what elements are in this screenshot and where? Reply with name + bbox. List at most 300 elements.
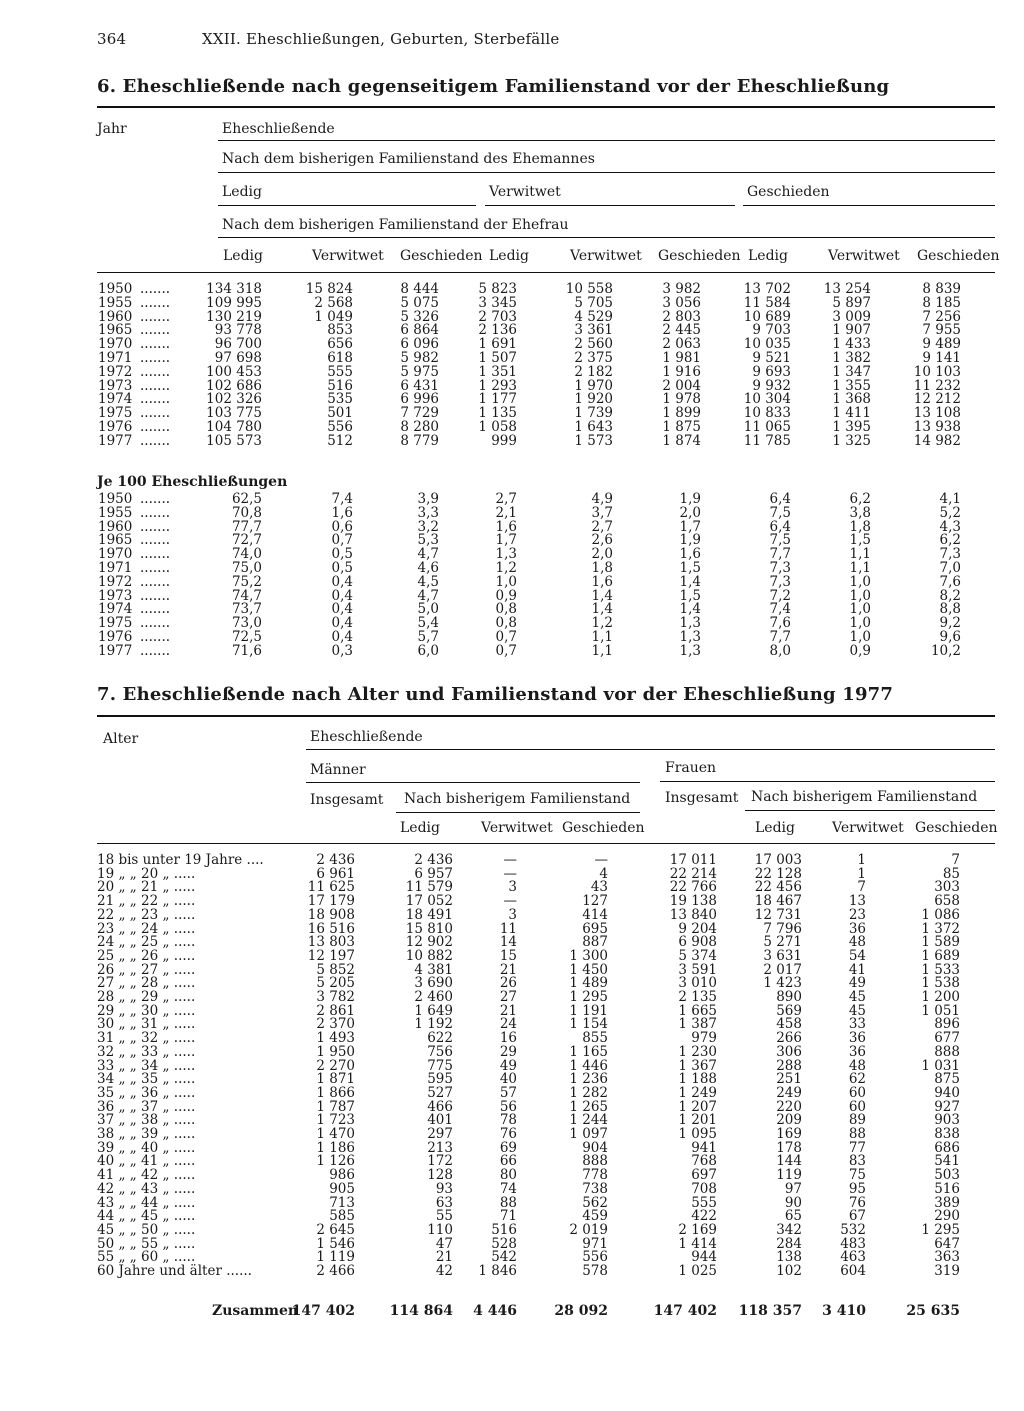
- table6-row-header: Jahr: [97, 121, 127, 137]
- table-cell: 1 866: [316, 1084, 355, 1101]
- table-cell: 1 470: [316, 1126, 355, 1142]
- table-cell: 0,4: [331, 629, 353, 645]
- table-cell: 2 182: [574, 363, 613, 380]
- age-label: 24 „ „ 25 „ .....: [97, 934, 196, 951]
- table-cell: 19 138: [669, 893, 717, 910]
- table-cell: 40: [499, 1071, 517, 1088]
- table-cell: 2 136: [478, 322, 517, 339]
- table-row: [0, 1127, 1024, 1141]
- table-cell: 67: [848, 1208, 866, 1225]
- rule: [218, 237, 995, 238]
- table-cell: 3 690: [414, 975, 453, 992]
- husband-group-geschieden: Geschieden: [747, 184, 830, 200]
- table-cell: 3,7: [591, 504, 613, 521]
- table-cell: 93 778: [214, 322, 262, 339]
- women-total-header: Insgesamt: [665, 790, 739, 806]
- table-row: [0, 351, 1024, 365]
- table-cell: 1 691: [478, 336, 517, 353]
- table-cell: 21: [499, 1002, 517, 1019]
- table-cell: 80: [499, 1167, 517, 1184]
- table-cell: 75: [848, 1167, 866, 1184]
- table-cell: 3: [508, 906, 517, 923]
- age-label: 31 „ „ 32 „ .....: [97, 1030, 196, 1047]
- status-col-header: Ledig: [755, 820, 795, 836]
- leader-dots: .......: [140, 573, 171, 590]
- table-cell: 7,3: [769, 560, 791, 576]
- table-cell: 1 119: [316, 1249, 355, 1266]
- table-cell: 3 345: [478, 294, 517, 311]
- men-status-header: Nach bisherigem Familienstand: [404, 791, 631, 807]
- table-cell: 6 096: [400, 336, 439, 353]
- table-cell: 888: [934, 1043, 960, 1060]
- table-cell: 1 395: [832, 419, 871, 435]
- leader-dots: .......: [140, 308, 171, 325]
- table-cell: 1 367: [678, 1057, 717, 1074]
- table-cell: 512: [327, 432, 353, 449]
- table-cell: 389: [934, 1194, 960, 1211]
- table-cell: 7: [857, 879, 866, 896]
- husband-group-verwitwet: Verwitwet: [489, 184, 561, 200]
- table-cell: 0,8: [495, 601, 517, 618]
- table-cell: 483: [840, 1235, 866, 1252]
- table-cell: 585: [329, 1208, 355, 1225]
- table-cell: 89: [848, 1112, 866, 1129]
- table-cell: 7,4: [769, 601, 791, 618]
- age-label: 36 „ „ 37 „ .....: [97, 1098, 196, 1115]
- table-cell: 7,0: [939, 560, 961, 576]
- table-cell: 48: [848, 1057, 866, 1074]
- table-cell: 2,7: [591, 518, 613, 535]
- table-cell: 5 975: [400, 363, 439, 380]
- table-cell: 54: [848, 947, 866, 964]
- table-cell: 15 810: [405, 920, 453, 937]
- table-row: [0, 492, 1024, 506]
- table-cell: 0,5: [331, 560, 353, 576]
- table-cell: 45: [848, 989, 866, 1005]
- year-label: 1975: [98, 405, 133, 422]
- table-cell: 4 381: [414, 961, 453, 978]
- table-cell: 944: [691, 1249, 717, 1266]
- table-row: [0, 1086, 1024, 1100]
- table-cell: 306: [776, 1043, 802, 1060]
- table-cell: 8,0: [769, 642, 791, 659]
- table-cell: 77: [848, 1139, 866, 1156]
- table-cell: 74,7: [231, 587, 262, 604]
- wife-col-header: Geschieden: [400, 248, 483, 264]
- table-cell: 6 908: [678, 934, 717, 951]
- table-cell: 78: [499, 1112, 517, 1129]
- table-cell: 1,0: [849, 629, 871, 645]
- table-cell: 541: [934, 1153, 960, 1170]
- table-cell: 10 035: [743, 336, 791, 353]
- table-cell: 18 467: [754, 893, 802, 910]
- table-cell: 17 052: [405, 893, 453, 910]
- table-cell: 1 201: [678, 1112, 717, 1129]
- age-label: 55 „ „ 60 „ .....: [97, 1249, 196, 1266]
- table-cell: 36: [848, 1043, 866, 1060]
- table-cell: 2,1: [495, 504, 517, 521]
- table-cell: 11 584: [743, 294, 791, 311]
- rule: [218, 205, 476, 206]
- table-cell: 1,3: [679, 629, 701, 645]
- table-cell: 2,7: [495, 491, 517, 507]
- table-cell: 90: [784, 1194, 802, 1211]
- table-cell: 128: [427, 1167, 453, 1184]
- year-label: 1976: [98, 419, 133, 435]
- table-cell: 5 326: [400, 308, 439, 325]
- table-cell: 1,1: [849, 546, 871, 563]
- table-cell: 16: [499, 1030, 517, 1047]
- table-cell: 10 304: [743, 391, 791, 408]
- table-cell: 7,3: [939, 546, 961, 563]
- table-cell: 2 019: [569, 1221, 608, 1238]
- table-cell: 76: [848, 1194, 866, 1211]
- table-cell: 104 780: [206, 419, 262, 435]
- table-cell: 1 489: [569, 975, 608, 992]
- table-cell: 569: [776, 1002, 802, 1019]
- table-cell: 10 689: [743, 308, 791, 325]
- table-cell: 1,5: [679, 560, 701, 576]
- table-cell: 532: [840, 1221, 866, 1238]
- table-cell: 2 445: [662, 322, 701, 339]
- total-cell: 28 092: [554, 1303, 608, 1319]
- table-cell: 7,5: [769, 532, 791, 549]
- table-cell: 855: [582, 1030, 608, 1047]
- table-cell: 290: [934, 1208, 960, 1225]
- year-label: 1972: [98, 573, 133, 590]
- status-col-header: Verwitwet: [481, 820, 553, 836]
- table-cell: 1 970: [574, 377, 613, 394]
- women-status-header: Nach bisherigem Familienstand: [751, 789, 978, 805]
- total-cell: 3 410: [822, 1303, 866, 1319]
- table-cell: 516: [327, 377, 353, 394]
- table-cell: 853: [327, 322, 353, 339]
- page-header: [97, 30, 559, 48]
- table-cell: 1 573: [574, 432, 613, 449]
- table-cell: 1,0: [495, 573, 517, 590]
- wife-col-header: Verwitwet: [312, 248, 384, 264]
- table-cell: 178: [776, 1139, 802, 1156]
- table-cell: 1 058: [478, 419, 517, 435]
- age-label: 28 „ „ 29 „ .....: [97, 989, 196, 1005]
- table-cell: 1 351: [478, 363, 517, 380]
- table-cell: 1 025: [678, 1263, 717, 1279]
- table-cell: 1,5: [679, 587, 701, 604]
- status-col-header: Geschieden: [915, 820, 998, 836]
- table-cell: 60: [848, 1098, 866, 1115]
- table7-top-rule: [97, 715, 995, 717]
- table-cell: 251: [776, 1071, 802, 1088]
- table-cell: 27: [499, 989, 517, 1005]
- table-cell: 1: [857, 852, 866, 868]
- table-cell: 3 010: [678, 975, 717, 992]
- table-cell: 1 414: [678, 1235, 717, 1252]
- table-cell: 1 031: [921, 1057, 960, 1074]
- table-cell: 422: [691, 1208, 717, 1225]
- table-cell: 2 063: [662, 336, 701, 353]
- table-cell: 13 108: [913, 405, 961, 422]
- table-cell: 1,7: [679, 518, 701, 535]
- table-cell: 1 126: [316, 1153, 355, 1170]
- table-cell: 0,3: [331, 642, 353, 659]
- table-cell: 1,6: [331, 504, 353, 521]
- table-cell: 556: [327, 419, 353, 435]
- table-cell: 63: [435, 1194, 453, 1211]
- table-cell: 896: [934, 1016, 960, 1033]
- table-cell: 5 823: [478, 281, 517, 297]
- age-label: 50 „ „ 55 „ .....: [97, 1235, 196, 1252]
- table-cell: 1 244: [569, 1112, 608, 1129]
- table6-header-husband: Nach dem bisherigen Familienstand des Ehemannes: [222, 151, 595, 167]
- table-cell: 71,6: [231, 642, 262, 659]
- table-row: [0, 644, 1024, 658]
- table-cell: 33: [848, 1016, 866, 1033]
- wife-col-header: Ledig: [489, 248, 529, 264]
- table-cell: 2 560: [574, 336, 613, 353]
- table-cell: 65: [784, 1208, 802, 1225]
- table-cell: 8,2: [939, 587, 961, 604]
- table-cell: 4,7: [417, 587, 439, 604]
- table-cell: 56: [499, 1098, 517, 1115]
- year-label: 1974: [98, 601, 133, 618]
- table-cell: 1 368: [832, 391, 871, 408]
- table6-percent-header: Je 100 Eheschließungen: [97, 474, 288, 490]
- table-cell: 7 796: [763, 920, 802, 937]
- table-cell: 1,6: [495, 518, 517, 535]
- age-label: 44 „ „ 45 „ .....: [97, 1208, 196, 1225]
- table-cell: 2 466: [316, 1263, 355, 1279]
- table-row: [0, 908, 1024, 922]
- table-cell: 9,6: [939, 629, 961, 645]
- age-label: 34 „ „ 35 „ .....: [97, 1071, 196, 1088]
- table-cell: 1,6: [679, 546, 701, 563]
- table-cell: 69: [499, 1139, 517, 1156]
- table-cell: 36: [848, 920, 866, 937]
- table-cell: 999: [491, 432, 517, 449]
- table-cell: 1 293: [478, 377, 517, 394]
- table-cell: 45: [848, 1002, 866, 1019]
- year-label: 1970: [98, 336, 133, 353]
- table-cell: 6,4: [769, 518, 791, 535]
- table-cell: 7 955: [922, 322, 961, 339]
- table-cell: 1,0: [849, 587, 871, 604]
- table-cell: 7 256: [922, 308, 961, 325]
- leader-dots: .......: [140, 587, 171, 604]
- table-row: [0, 630, 1024, 644]
- table-cell: 656: [327, 336, 353, 353]
- table-cell: 1,8: [591, 560, 613, 576]
- table-cell: 75,2: [231, 573, 262, 590]
- leader-dots: .......: [140, 532, 171, 549]
- table-cell: 0,4: [331, 587, 353, 604]
- table-cell: 2,0: [591, 546, 613, 563]
- table-cell: 1,4: [591, 601, 613, 618]
- table-cell: 109 995: [206, 294, 262, 311]
- age-label: 27 „ „ 28 „ .....: [97, 975, 196, 992]
- table-cell: 6 961: [316, 865, 355, 882]
- table-cell: 556: [582, 1249, 608, 1266]
- table-cell: 100 453: [206, 363, 262, 380]
- table-cell: 887: [582, 934, 608, 951]
- table7-row-header: Alter: [103, 731, 139, 747]
- table-cell: 17 011: [669, 852, 717, 868]
- rule: [218, 140, 995, 141]
- table-cell: 1 207: [678, 1098, 717, 1115]
- table-cell: 3 782: [316, 989, 355, 1005]
- table-cell: 535: [327, 391, 353, 408]
- table-cell: 890: [776, 989, 802, 1005]
- table-cell: 604: [840, 1263, 866, 1279]
- leader-dots: .......: [140, 281, 171, 297]
- table-cell: 83: [848, 1153, 866, 1170]
- age-label: 37 „ „ 38 „ .....: [97, 1112, 196, 1129]
- table-cell: 8 185: [922, 294, 961, 311]
- table-cell: 3 056: [662, 294, 701, 311]
- table-cell: 7,4: [331, 491, 353, 507]
- table-cell: 363: [934, 1249, 960, 1266]
- table-cell: 940: [934, 1084, 960, 1101]
- age-label: 18 bis unter 19 Jahre ....: [97, 852, 264, 868]
- table-cell: 48: [848, 934, 866, 951]
- table-cell: 1 355: [832, 377, 871, 394]
- table-row: [0, 365, 1024, 379]
- table-cell: 11: [499, 920, 517, 937]
- age-label: 30 „ „ 31 „ .....: [97, 1016, 196, 1033]
- leader-dots: .......: [140, 642, 171, 659]
- table-cell: 7 729: [400, 405, 439, 422]
- table-cell: 516: [491, 1221, 517, 1238]
- table-cell: 1 723: [316, 1112, 355, 1129]
- table-cell: 1 665: [678, 1002, 717, 1019]
- table-cell: 1 382: [832, 350, 871, 366]
- table-cell: 319: [934, 1263, 960, 1279]
- table-cell: 1 051: [921, 1002, 960, 1019]
- table-cell: 528: [491, 1235, 517, 1252]
- table-cell: 3 631: [763, 947, 802, 964]
- wife-col-header: Geschieden: [658, 248, 741, 264]
- table-cell: 41: [848, 961, 866, 978]
- year-label: 1950: [98, 491, 133, 507]
- year-label: 1976: [98, 629, 133, 645]
- table-cell: 1 154: [569, 1016, 608, 1033]
- table-cell: 903: [934, 1112, 960, 1129]
- table-cell: 1 446: [569, 1057, 608, 1074]
- age-label: 29 „ „ 30 „ .....: [97, 1002, 196, 1019]
- rule: [97, 272, 995, 273]
- table-cell: 1 433: [832, 336, 871, 353]
- table-cell: 17 179: [307, 893, 355, 910]
- table-cell: 775: [427, 1057, 453, 1074]
- rule: [306, 749, 995, 750]
- table-cell: 1,1: [591, 629, 613, 645]
- year-label: 1970: [98, 546, 133, 563]
- table-cell: 284: [776, 1235, 802, 1252]
- table-cell: 1,2: [591, 615, 613, 632]
- table-cell: 463: [840, 1249, 866, 1266]
- age-label: 19 „ „ 20 „ .....: [97, 865, 196, 882]
- leader-dots: .......: [140, 504, 171, 521]
- leader-dots: .......: [140, 432, 171, 449]
- table-cell: 927: [934, 1098, 960, 1115]
- table-cell: 2 861: [316, 1002, 355, 1019]
- page-number: 364: [97, 30, 127, 48]
- table-cell: 47: [435, 1235, 453, 1252]
- table-cell: 2 169: [678, 1221, 717, 1238]
- rule: [218, 172, 995, 173]
- year-label: 1971: [98, 560, 133, 576]
- year-label: 1977: [98, 642, 133, 659]
- table-cell: 904: [582, 1139, 608, 1156]
- year-label: 1971: [98, 350, 133, 366]
- wife-col-header: Ledig: [748, 248, 788, 264]
- table-cell: 6 996: [400, 391, 439, 408]
- year-label: 1972: [98, 363, 133, 380]
- table-cell: 74: [499, 1180, 517, 1197]
- table-cell: 1 649: [414, 1002, 453, 1019]
- table-row: [0, 1031, 1024, 1045]
- table-cell: 6 957: [414, 865, 453, 882]
- table-cell: 1 249: [678, 1084, 717, 1101]
- table-cell: 1,9: [679, 491, 701, 507]
- age-label: 20 „ „ 21 „ .....: [97, 879, 196, 896]
- table-cell: 941: [691, 1139, 717, 1156]
- table-cell: 93: [435, 1180, 453, 1197]
- table-cell: 578: [582, 1263, 608, 1279]
- table-cell: 6,4: [769, 491, 791, 507]
- table-cell: 21: [435, 1249, 453, 1266]
- table-cell: 62: [848, 1071, 866, 1088]
- table-cell: 1 188: [678, 1071, 717, 1088]
- table-cell: 105 573: [206, 432, 262, 449]
- table-cell: 677: [934, 1030, 960, 1047]
- table-cell: 562: [582, 1194, 608, 1211]
- leader-dots: .......: [140, 601, 171, 618]
- table-cell: 1 875: [662, 419, 701, 435]
- table-cell: 1 493: [316, 1030, 355, 1047]
- table-cell: 74,0: [231, 546, 262, 563]
- table-cell: 172: [427, 1153, 453, 1170]
- table-cell: 303: [934, 879, 960, 896]
- table-cell: 686: [934, 1139, 960, 1156]
- table-cell: 70,8: [231, 504, 262, 521]
- table-cell: 778: [582, 1167, 608, 1184]
- table-cell: 1 192: [414, 1016, 453, 1033]
- table-cell: 1 191: [569, 1002, 608, 1019]
- table-cell: 501: [327, 405, 353, 422]
- table-cell: 2 436: [414, 852, 453, 868]
- table-cell: 503: [934, 1167, 960, 1184]
- table-cell: 7,5: [769, 504, 791, 521]
- table-cell: 5,0: [417, 601, 439, 618]
- table-cell: 0,7: [495, 629, 517, 645]
- age-label: 22 „ „ 23 „ .....: [97, 906, 196, 923]
- rule: [660, 781, 995, 782]
- table-cell: 12 731: [754, 906, 802, 923]
- table-cell: 1 643: [574, 419, 613, 435]
- age-label: 60 Jahre und älter ......: [97, 1263, 252, 1279]
- table-cell: —: [503, 893, 517, 910]
- table-cell: 875: [934, 1071, 960, 1088]
- table-cell: 1 450: [569, 961, 608, 978]
- table-cell: 2 375: [574, 350, 613, 366]
- table-cell: 2 645: [316, 1221, 355, 1238]
- table-cell: 738: [582, 1180, 608, 1197]
- table-cell: 1 871: [316, 1071, 355, 1088]
- table-cell: 0,4: [331, 573, 353, 590]
- table-cell: 401: [427, 1112, 453, 1129]
- table-cell: 5 075: [400, 294, 439, 311]
- table-cell: 5,2: [939, 504, 961, 521]
